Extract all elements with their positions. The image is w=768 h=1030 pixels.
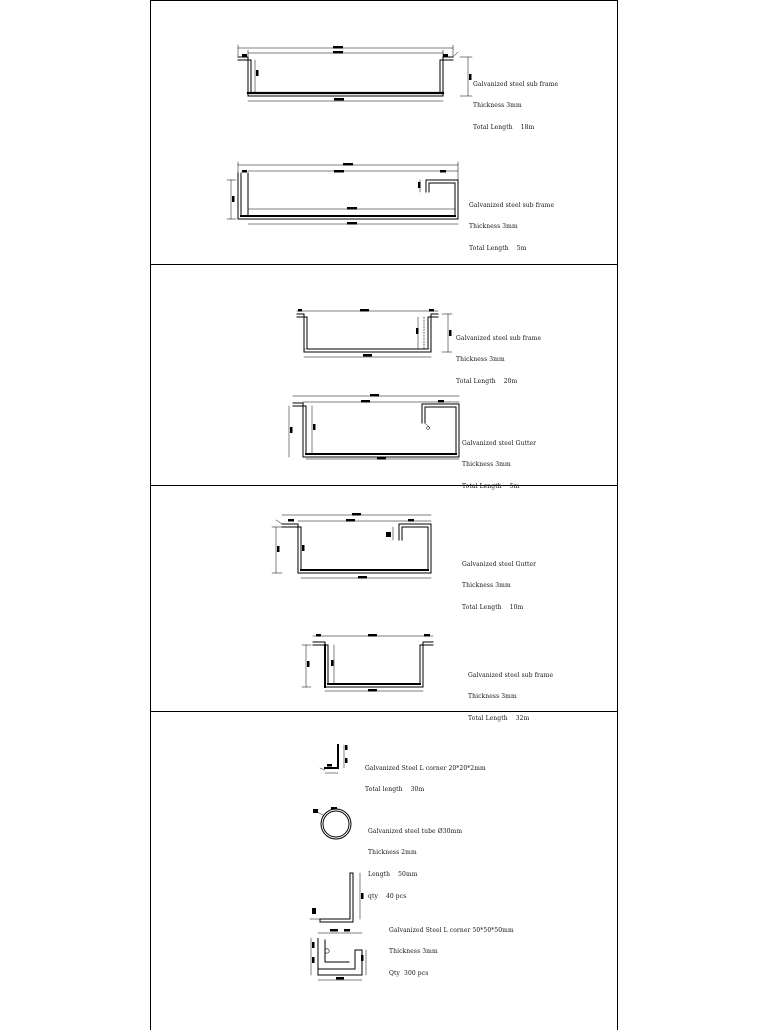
note-line: Thickness 3mm [468,693,517,701]
note-line: Total Length 10m [462,604,524,612]
l-corner-large-elevation [310,873,360,922]
note-line: Thickness 3mm [456,356,505,364]
note-line: Total Length 5m [469,245,527,253]
l-corner-small [320,745,344,773]
note-line: Total Length 20m [456,378,518,386]
note-line: Total Length 5m [462,483,520,491]
profile-sub-frame-1 [238,45,472,101]
note-line: Galvanized steel sub frame [456,334,542,342]
note-sub-frame-4 [468,657,553,730]
note-line: Galvanized steel sub frame [473,80,559,88]
note-line: Galvanized steel sub frame [468,671,554,679]
note-gutter-2 [462,546,536,619]
note-sub-frame-2 [469,187,554,260]
note-line: Galvanized Steel L corner 20*20*2mm [365,764,486,772]
note-line: qty 40 pcs [368,893,407,901]
note-gutter-1 [462,425,536,498]
note-line: Total length 30m [365,786,425,794]
note-line: Galvanized Steel L corner 50*50*50mm [389,926,514,934]
steel-tube [315,809,351,839]
note-line: Qty 300 pcs [389,970,429,978]
note-l-corner-small [365,750,486,801]
l-corner-large-section [311,933,366,980]
profile-sub-frame-3 [297,311,452,357]
note-line: Total Length 32m [468,715,530,723]
note-line: Thickness 3mm [462,582,511,590]
note-line: Length 50mm [368,871,418,879]
note-line: Galvanized steel Gutter [462,560,537,568]
note-line: Galvanized steel sub frame [469,201,555,209]
note-line: Galvanized steel Gutter [462,439,537,447]
note-line: Thickness 3mm [462,461,511,469]
profile-gutter-2 [272,515,431,578]
note-line: Thickness 2mm [368,849,417,857]
note-steel-tube [368,813,462,908]
note-line: Thickness 3mm [469,223,518,231]
note-sub-frame-3 [456,320,541,393]
note-line: Galvanized steel tube Ø30mm [368,827,463,835]
note-sub-frame-1 [473,66,558,139]
note-line: Total Length 18m [473,124,535,132]
note-l-corner-large [389,912,514,985]
note-line: Thickness 3mm [473,102,522,110]
note-line: Thickness 3mm [389,948,438,956]
profile-sub-frame-4 [302,636,433,691]
